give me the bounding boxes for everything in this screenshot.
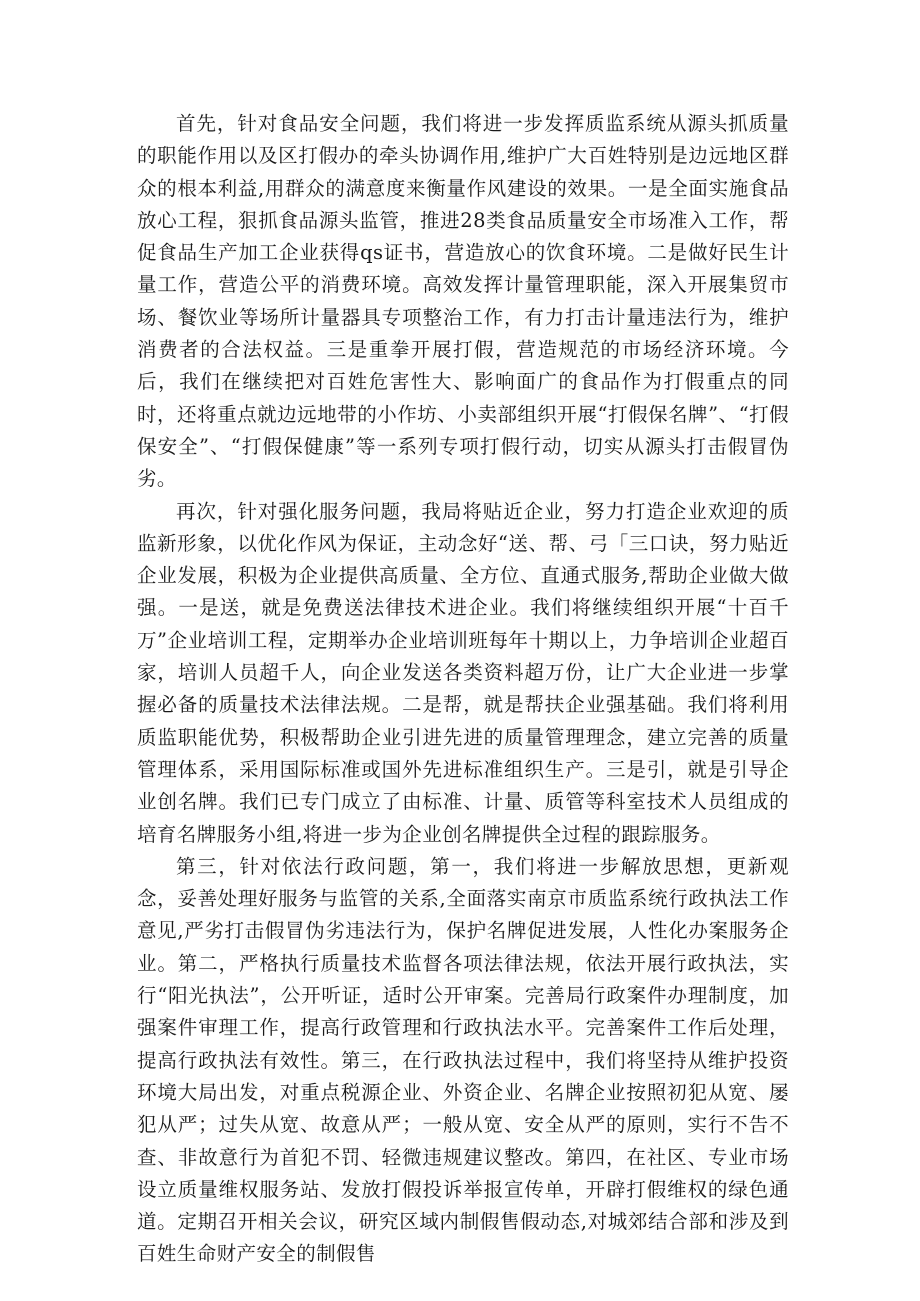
paragraph-law-administration: 第三，针对依法行政问题，第一，我们将进一步解放思想，更新观念，妥善处理好服务与监管的关系,全面落实南京市质监系统行政执法工作意见,严劣打击假冒伪劣违法行为，保护名牌促进发展，人性化办案服务企业。第二，严格执行质量技术监督各项法律法规，依法开展行政执法，实行“阳光执法”，公开听证，适时公开审案。完善局行政案件办理制度，加强案件审理工作，提高行政管理和行政执法水平。完善案件工作后处理，提高行政执法有效性。第三，在行政执法过程中，我们将坚持从维护投资环境大局出发，对重点税源企业、外资企业、名牌企业按照初犯从宽、屡犯从严；过失从宽、故意从严；一般从宽、安全从严的原则，实行不告不查、非故意行为首犯不罚、轻微违规建议整改。第四，在社区、专业市场设立质量维权服务站、发放打假投诉举报宣传单，开辟打假维权的绿色通道。定期召开相关会议，研究区域内制假售假动态,对城郊结合部和涉及到百姓生命财产安全的制假售 xyxy=(137,854,789,1266)
paragraph-service: 再次，针对强化服务问题，我局将贴近企业，努力打造企业欢迎的质监新形象，以优化作风为保证，主动念好“送、帮、弓「三口诀，努力贴近企业发展，积极为企业提供高质量、全方位、直通式服务,帮助企业做大做强。一是送，就是免费送法律技术进企业。我们将继续组织开展“十百千万”企业培训工程，定期举办企业培训班每年十期以上，力争培训企业超百家，培训人员超千人，向企业发送各类资料超万份，让广大企业进一步掌握必备的质量技术法律法规。二是帮，就是帮扶企业强基础。我们将利用质监职能优势，积极帮助企业引进先进的质量管理理念，建立完善的质量管理体系，采用国际标准或国外先进标准组织生产。三是引，就是引导企业创名牌。我们已专门成立了由标准、计量、质管等科室技术人员组成的培育名牌服务小组,将进一步为企业创名牌提供全过程的跟踪服务。 xyxy=(137,499,789,846)
document-page xyxy=(137,108,789,1271)
paragraph-food-safety: 首先，针对食品安全问题，我们将进一步发挥质监系统从源头抓质量的职能作用以及区打假办的牵头协调作用,维护广大百姓特别是边远地区群众的根本利益,用群众的满意度来衡量作风建设的效果。一是全面实施食品放心工程，狠抓食品源头监管，推进28类食品质量安全市场准入工作，帮促食品生产加工企业获得qs证书，营造放心的饮食环境。二是做好民生计量工作，营造公平的消费环境。高效发挥计量管理职能，深入开展集贸市场、餐饮业等场所计量器具专项整治工作，有力打击计量违法行为，维护消费者的合法权益。三是重拳开展打假，营造规范的市场经济环境。今后，我们在继续把对百姓危害性大、影响面广的食品作为打假重点的同时，还将重点就边远地带的小作坊、小卖部组织开展“打假保名牌”、“打假保安全”、“打假保健康”等一系列专项打假行动，切实从源头打击假冒伪劣。 xyxy=(137,112,789,491)
